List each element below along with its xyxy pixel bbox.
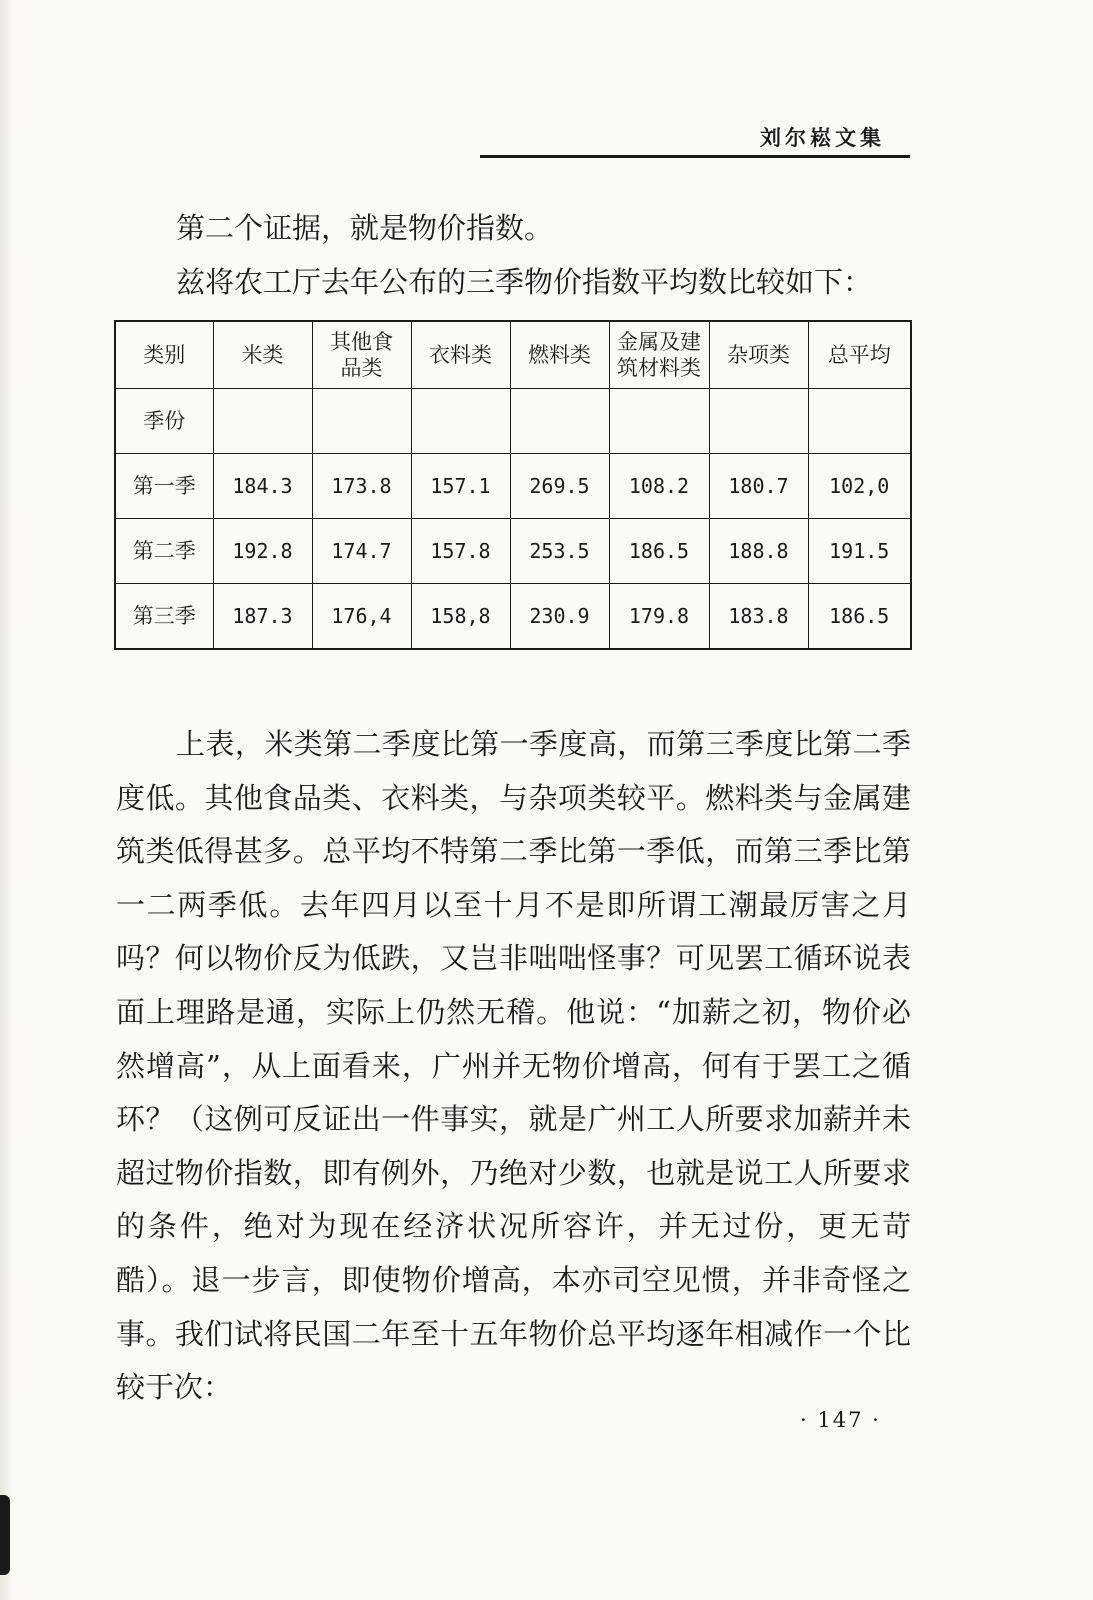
column-header: 杂项类	[709, 321, 808, 389]
table-cell: 184.3	[213, 454, 312, 519]
corner-season-cell: 季份	[115, 389, 213, 454]
corner-category-cell: 类别	[115, 321, 213, 389]
table-row	[115, 454, 911, 519]
table-cell: 253.5	[510, 519, 609, 584]
table-cell: 108.2	[609, 454, 709, 519]
table-row	[115, 584, 911, 650]
column-header: 其他食品类	[312, 321, 411, 389]
empty-cell	[213, 389, 312, 454]
running-head: 刘尔崧文集	[760, 125, 885, 150]
empty-cell	[411, 389, 510, 454]
table-cell: 230.9	[510, 584, 609, 650]
table-cell: 158,8	[411, 584, 510, 650]
table-cell: 269.5	[510, 454, 609, 519]
scan-edge-mark	[0, 1495, 10, 1575]
column-header: 总平均	[808, 321, 911, 389]
table-header-row	[115, 321, 911, 389]
table-cell: 102,0	[808, 454, 911, 519]
table-cell: 173.8	[312, 454, 411, 519]
price-index-table	[114, 320, 912, 650]
paragraph-second-evidence: 第二个证据，就是物价指数。	[176, 211, 554, 245]
table-cell: 180.7	[709, 454, 808, 519]
table-cell: 192.8	[213, 519, 312, 584]
table-cell: 186.5	[808, 584, 911, 650]
empty-cell	[808, 389, 911, 454]
row-label: 第二季	[115, 519, 213, 584]
column-header: 米类	[213, 321, 312, 389]
table-row	[115, 519, 911, 584]
page-number: · 147 ·	[800, 1408, 881, 1432]
page-edge-shadow	[0, 0, 14, 1600]
column-header: 衣料类	[411, 321, 510, 389]
table-cell: 176,4	[312, 584, 411, 650]
row-label: 第三季	[115, 584, 213, 650]
table-cell: 157.1	[411, 454, 510, 519]
paragraph-analysis: 上表，米类第二季度比第一季度高，而第三季度比第二季度低。其他食品类、衣料类，与杂项类较平。燃料类与金属建筑类低得甚多。总平均不特第二季比第一季低，而第三季比第一二两季低。去年四月以至十月不是即所谓工潮最厉害之月吗？何以物价反为低跌，又岂非咄咄怪事？可见罢工循环说表面上理路是通，实际上仍然无稽。他说：“加薪之初，物价必然增高”，从上面看来，广州并无物价增高，何有于罢工之循环？（这例可反证出一件事实，就是广州工人所要求加薪并未超过物价指数，即有例外，乃绝对少数，也就是说工人所要求的条件，绝对为现在经济状况所容许，并无过份，更无苛酷）。退一步言，即使物价增高，本亦司空见惯，并非奇怪之事。我们试将民国二年至十五年物价总平均逐年相减作一个比较于次：	[116, 727, 911, 1405]
table-cell: 186.5	[609, 519, 709, 584]
table-cell: 188.8	[709, 519, 808, 584]
header-rule	[480, 155, 910, 158]
empty-cell	[312, 389, 411, 454]
table-cell: 187.3	[213, 584, 312, 650]
empty-cell	[709, 389, 808, 454]
column-header: 金属及建筑材料类	[609, 321, 709, 389]
row-label: 第一季	[115, 454, 213, 519]
table-cell: 191.5	[808, 519, 911, 584]
table-cell: 174.7	[312, 519, 411, 584]
table-cell: 183.8	[709, 584, 808, 650]
empty-cell	[510, 389, 609, 454]
empty-cell	[609, 389, 709, 454]
table-season-row	[115, 389, 911, 454]
column-header: 燃料类	[510, 321, 609, 389]
table-cell: 179.8	[609, 584, 709, 650]
table-cell: 157.8	[411, 519, 510, 584]
paragraph-table-intro: 兹将农工厅去年公布的三季物价指数平均数比较如下：	[176, 265, 873, 299]
